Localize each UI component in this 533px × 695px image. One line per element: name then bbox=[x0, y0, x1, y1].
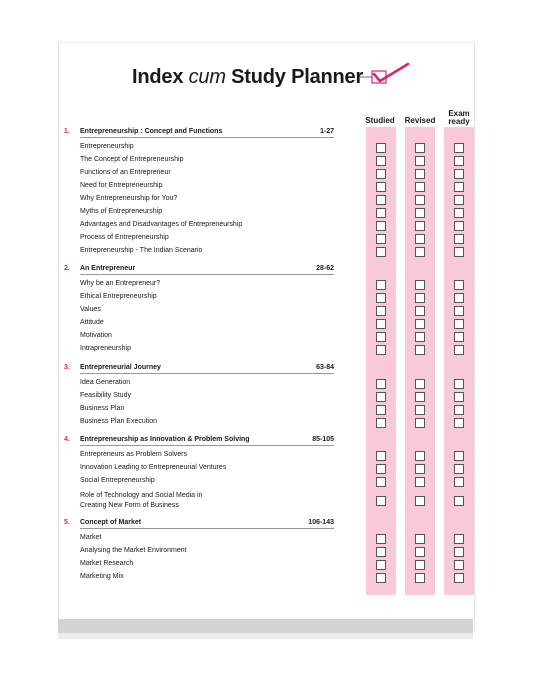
checkbox-studied[interactable] bbox=[376, 293, 386, 303]
checkbox-exam-ready[interactable] bbox=[454, 405, 464, 415]
topic-item: Entrepreneurs as Problem Solvers bbox=[80, 451, 187, 458]
section-underline bbox=[80, 373, 334, 374]
section-number: 5. bbox=[64, 519, 70, 526]
checkbox-studied[interactable] bbox=[376, 345, 386, 355]
checkbox-studied[interactable] bbox=[376, 247, 386, 257]
checkbox-exam-ready[interactable] bbox=[454, 547, 464, 557]
checkbox-exam-ready[interactable] bbox=[454, 573, 464, 583]
topic-item: Values bbox=[80, 306, 101, 313]
section-underline bbox=[80, 528, 334, 529]
checkbox-exam-ready[interactable] bbox=[454, 182, 464, 192]
checkbox-studied[interactable] bbox=[376, 195, 386, 205]
checkbox-exam-ready[interactable] bbox=[454, 477, 464, 487]
topic-item: Attitude bbox=[80, 319, 104, 326]
topic-item: Motivation bbox=[80, 332, 112, 339]
checkbox-studied[interactable] bbox=[376, 234, 386, 244]
section-page-range: 63-84 bbox=[316, 364, 334, 371]
topic-item: Feasibility Study bbox=[80, 392, 131, 399]
checkbox-studied[interactable] bbox=[376, 496, 386, 506]
checkbox-exam-ready[interactable] bbox=[454, 208, 464, 218]
checkbox-revised[interactable] bbox=[415, 280, 425, 290]
topic-item: Intrapreneurship bbox=[80, 345, 131, 352]
checkbox-studied[interactable] bbox=[376, 547, 386, 557]
checkbox-studied[interactable] bbox=[376, 379, 386, 389]
checkbox-exam-ready[interactable] bbox=[454, 293, 464, 303]
checkbox-studied[interactable] bbox=[376, 560, 386, 570]
title-part-index: Index bbox=[132, 66, 184, 88]
section-title: Concept of Market bbox=[80, 519, 142, 526]
topic-item: Functions of an Entrepreneur bbox=[80, 169, 171, 176]
checkbox-studied[interactable] bbox=[376, 332, 386, 342]
checkbox-exam-ready[interactable] bbox=[454, 345, 464, 355]
checkbox-revised[interactable] bbox=[415, 169, 425, 179]
column-header-exam-ready: Exam ready bbox=[448, 109, 470, 126]
checkbox-revised[interactable] bbox=[415, 234, 425, 244]
checkbox-revised[interactable] bbox=[415, 560, 425, 570]
checkbox-exam-ready[interactable] bbox=[454, 221, 464, 231]
checkbox-exam-ready[interactable] bbox=[454, 560, 464, 570]
checkbox-revised[interactable] bbox=[415, 451, 425, 461]
checkbox-studied[interactable] bbox=[376, 306, 386, 316]
checkbox-revised[interactable] bbox=[415, 573, 425, 583]
section-page-range: 85-105 bbox=[312, 436, 334, 443]
page-title bbox=[132, 66, 363, 89]
topic-item: Process of Entrepreneurship bbox=[80, 234, 169, 241]
checkbox-studied[interactable] bbox=[376, 280, 386, 290]
section-page-range: 1-27 bbox=[319, 128, 334, 135]
topic-item: Marketing Mix bbox=[80, 573, 124, 580]
section-underline bbox=[80, 445, 334, 446]
checkbox-studied[interactable] bbox=[376, 208, 386, 218]
checkbox-exam-ready[interactable] bbox=[454, 534, 464, 544]
checkbox-studied[interactable] bbox=[376, 418, 386, 428]
topic-item: Idea Generation bbox=[80, 379, 131, 386]
checkbox-exam-ready[interactable] bbox=[454, 306, 464, 316]
checkbox-exam-ready[interactable] bbox=[454, 451, 464, 461]
checkbox-studied[interactable] bbox=[376, 477, 386, 487]
topic-item: Business Plan bbox=[80, 405, 125, 412]
checkbox-exam-ready[interactable] bbox=[454, 280, 464, 290]
section-underline bbox=[80, 137, 334, 138]
checkbox-revised[interactable] bbox=[415, 306, 425, 316]
topic-item: Myths of Entrepreneurship bbox=[80, 208, 163, 215]
checkbox-exam-ready[interactable] bbox=[454, 418, 464, 428]
checkbox-exam-ready[interactable] bbox=[454, 392, 464, 402]
checkbox-exam-ready[interactable] bbox=[454, 319, 464, 329]
checkbox-exam-ready[interactable] bbox=[454, 169, 464, 179]
checkbox-studied[interactable] bbox=[376, 573, 386, 583]
topic-item: Market bbox=[80, 534, 102, 541]
topic-item: Ethical Entrepreneurship bbox=[80, 293, 157, 300]
checkbox-revised[interactable] bbox=[415, 143, 425, 153]
section-title: Entrepreneurship as Innovation & Problem Solving bbox=[80, 436, 250, 443]
section-number: 2. bbox=[64, 265, 70, 272]
checkbox-revised[interactable] bbox=[415, 182, 425, 192]
checkbox-studied[interactable] bbox=[376, 319, 386, 329]
checkbox-revised[interactable] bbox=[415, 319, 425, 329]
topic-item: Entrepreneurship - The Indian Scenario bbox=[80, 247, 203, 254]
topic-item: Analysing the Market Environment bbox=[80, 547, 187, 554]
topic-item: Innovation Leading to Entrepreneurial Ventures bbox=[80, 464, 227, 471]
checkbox-revised[interactable] bbox=[415, 293, 425, 303]
section-number: 1. bbox=[64, 128, 70, 135]
checkbox-revised[interactable] bbox=[415, 247, 425, 257]
checkmark-icon bbox=[358, 62, 410, 86]
section-title: An Entrepreneur bbox=[80, 265, 136, 272]
checkbox-studied[interactable] bbox=[376, 405, 386, 415]
column-header-revised: Revised bbox=[404, 116, 436, 125]
checkbox-studied[interactable] bbox=[376, 221, 386, 231]
checkbox-studied[interactable] bbox=[376, 182, 386, 192]
checkbox-revised[interactable] bbox=[415, 534, 425, 544]
section-title: Entrepreneurial Journey bbox=[80, 364, 161, 371]
title-part-study-planner: Study Planner bbox=[231, 66, 364, 88]
checkbox-revised[interactable] bbox=[415, 221, 425, 231]
checkbox-revised[interactable] bbox=[415, 496, 425, 506]
checkbox-revised[interactable] bbox=[415, 195, 425, 205]
checkbox-revised[interactable] bbox=[415, 208, 425, 218]
checkbox-revised[interactable] bbox=[415, 156, 425, 166]
topic-item: Market Research bbox=[80, 560, 134, 567]
section-page-range: 106-143 bbox=[308, 519, 334, 526]
topic-item: Need for Entrepreneurship bbox=[80, 182, 163, 189]
checkbox-exam-ready[interactable] bbox=[454, 195, 464, 205]
checkbox-revised[interactable] bbox=[415, 547, 425, 557]
checkbox-exam-ready[interactable] bbox=[454, 247, 464, 257]
title-part-cum: cum bbox=[188, 66, 226, 88]
checkbox-revised[interactable] bbox=[415, 477, 425, 487]
section-title: Entrepreneurship : Concept and Functions bbox=[80, 128, 223, 135]
topic-item: The Concept of Entrepreneurship bbox=[80, 156, 184, 163]
checkbox-revised[interactable] bbox=[415, 405, 425, 415]
section-number: 3. bbox=[64, 364, 70, 371]
topic-item: Entrepreneurship bbox=[80, 143, 134, 150]
section-number: 4. bbox=[64, 436, 70, 443]
checkbox-studied[interactable] bbox=[376, 156, 386, 166]
checkbox-revised[interactable] bbox=[415, 392, 425, 402]
checkbox-exam-ready[interactable] bbox=[454, 234, 464, 244]
page-edge-shadow-light bbox=[58, 633, 473, 639]
checkbox-exam-ready[interactable] bbox=[454, 156, 464, 166]
checkbox-revised[interactable] bbox=[415, 332, 425, 342]
checkbox-revised[interactable] bbox=[415, 464, 425, 474]
topic-item: Advantages and Disadvantages of Entrepreneurship bbox=[80, 221, 243, 228]
checkbox-exam-ready[interactable] bbox=[454, 143, 464, 153]
topic-item: Why be an Entrepreneur? bbox=[80, 280, 161, 287]
checkbox-studied[interactable] bbox=[376, 464, 386, 474]
topic-item: Business Plan Execution bbox=[80, 418, 158, 425]
checkbox-exam-ready[interactable] bbox=[454, 496, 464, 506]
checkbox-studied[interactable] bbox=[376, 534, 386, 544]
checkbox-exam-ready[interactable] bbox=[454, 464, 464, 474]
topic-item: Role of Technology and Social Media in bbox=[80, 492, 203, 499]
checkbox-studied[interactable] bbox=[376, 451, 386, 461]
topic-item: Creating New Form of Business bbox=[80, 502, 179, 509]
column-header-studied: Studied bbox=[365, 116, 395, 125]
checkbox-studied[interactable] bbox=[376, 169, 386, 179]
checkbox-studied[interactable] bbox=[376, 392, 386, 402]
checkbox-revised[interactable] bbox=[415, 345, 425, 355]
checkbox-revised[interactable] bbox=[415, 418, 425, 428]
section-page-range: 28-62 bbox=[316, 265, 334, 272]
section-underline bbox=[80, 274, 334, 275]
checkbox-revised[interactable] bbox=[415, 379, 425, 389]
topic-item: Social Entrepreneurship bbox=[80, 477, 155, 484]
checkbox-exam-ready[interactable] bbox=[454, 379, 464, 389]
checkbox-studied[interactable] bbox=[376, 143, 386, 153]
checkbox-exam-ready[interactable] bbox=[454, 332, 464, 342]
topic-item: Why Entrepreneurship for You? bbox=[80, 195, 178, 202]
page-edge-shadow bbox=[58, 619, 473, 633]
